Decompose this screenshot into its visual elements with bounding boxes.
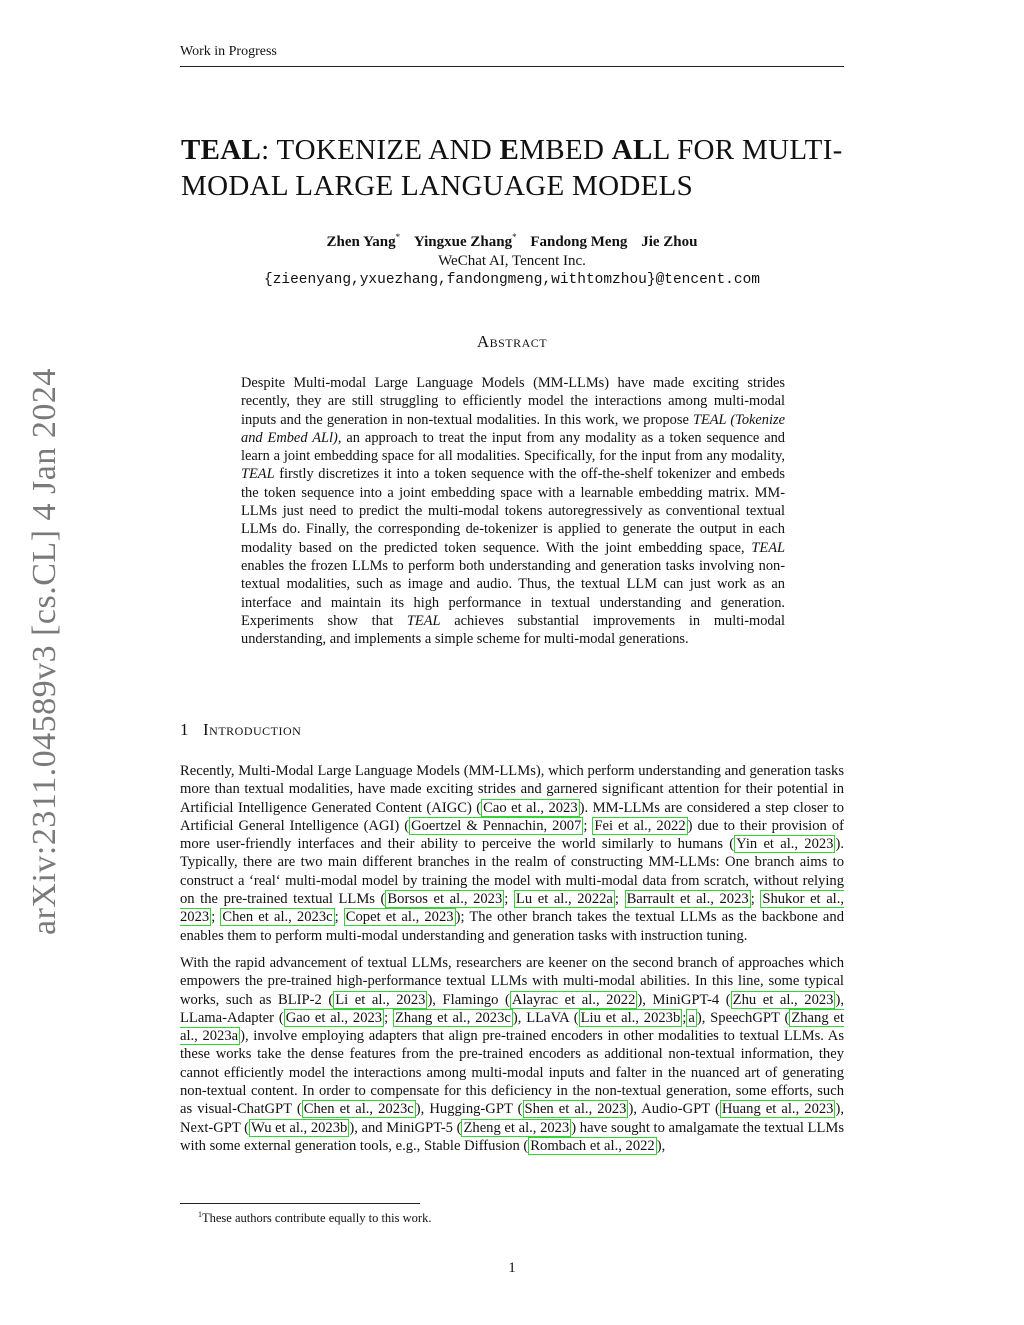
header-rule bbox=[180, 66, 844, 67]
citation-link[interactable]: Zheng et al., 2023 bbox=[463, 1119, 570, 1136]
citation-link[interactable]: Copet et al., 2023 bbox=[345, 909, 454, 926]
citation-link[interactable]: Zhu et al., 2023 bbox=[732, 991, 834, 1008]
running-header: Work in Progress bbox=[180, 44, 277, 59]
abstract-text: Despite Multi-modal Large Language Models (MM-LLMs) have made exciting strides recently, they are still struggling to efficiently model the interactions among multi-modal inputs and the generation in non-textual modalities. In this work, we propose TEAL (Tokenize and Embed ALl), an approach to treat the input from any modality as a token sequence and learn a joint embedding space for all modalities. Specifically, for the input from any modality, TEAL firstly discretizes it into a token sequence with the off-the-shelf tokenizer and embeds the token sequence into a joint embedding space with a learnable embedding matrix. MM-LLMs just need to predict the multi-modal tokens autoregressively as conventional textual LLMs do. Finally, the corresponding de-tokenizer is applied to generate the output in each modality based on the predicted token sequence. With the joint embedding space, TEAL enables the frozen LLMs to perform both understanding and generation tasks involving non-textual modalities, such as image and audio. Thus, the textual LLM can just work as an interface and maintain its high performance in textual understanding and generation. Experiments show that TEAL achieves substantial improvements in multi-modal understanding, and implements a simple scheme for multi-modal generations. bbox=[241, 375, 785, 648]
author-name: Fandong Meng bbox=[530, 234, 628, 250]
introduction-body bbox=[180, 762, 844, 1164]
author-name: Yingxue Zhang* bbox=[413, 232, 517, 250]
citation-link[interactable]: Liu et al., 2023b bbox=[580, 1009, 681, 1026]
author-names bbox=[180, 228, 844, 252]
paragraph: With the rapid advancement of textual LLMs, researchers are keener on the second branch of approaches which empowers the pre-trained high-performance textual LLMs with multi-modal abilities. In this line, some typical works, such as BLIP-2 ( Li et al., 2023 ), Flamingo ( Alayrac et al., 2022 ), MiniGPT-4 ( Zhu et al., 2023 ), LLama-Adapter ( Gao et al., 2023 ; Zhang et al., 2023c ), LLaVA ( Liu et al., 2023b ; a ), SpeechGPT ( Zhang et al., 2023a ), involve employing adapters that align pre-trained encoders in other modalities to textual LLMs. As these works take the dense features from the pre-trained encoders as additional non-textual information, they cannot efficiently model the interactions among multi-modal inputs and falter in the nuanced art of generating non-textual content. In order to compensate for this deficiency in the non-textual generation, some efforts, such as visual-ChatGPT ( Chen et al., 2023c ), Hugging-GPT ( Shen et al., 2023 ), Audio-GPT ( Huang et al., 2023 ), Next-GPT ( Wu et al., 2023b ), and MiniGPT-5 ( Zheng et al., 2023 ) have sought to amalgamate the textual LLMs with some external generation tools, e.g., Stable Diffusion ( Rombach et al., 2022 ), bbox=[180, 954, 845, 1154]
footnote-rule bbox=[180, 1203, 420, 1204]
citation-link[interactable]: Shukor et al., 2023 bbox=[180, 891, 845, 926]
title-line-2: MODAL LARGE LANGUAGE MODELS bbox=[181, 170, 694, 202]
citation-link[interactable]: Lu et al., 2022a bbox=[515, 891, 613, 908]
citation-link[interactable]: Chen et al., 2023c bbox=[222, 909, 333, 926]
citation-link[interactable]: Huang et al., 2023 bbox=[721, 1101, 834, 1118]
citation-link[interactable]: a bbox=[688, 1009, 695, 1026]
citation-link[interactable]: Yin et al., 2023 bbox=[736, 836, 834, 853]
footnote: $^1$These authors contribute equally to this work. bbox=[198, 1210, 432, 1226]
arxiv-stamp: arXiv:2311.04589v3 [cs.CL] 4 Jan 2024 bbox=[26, 368, 63, 935]
page-number: 1 bbox=[508, 1260, 516, 1276]
author-block bbox=[180, 228, 844, 290]
affiliation: WeChat AI, Tencent Inc. bbox=[438, 253, 586, 269]
citation-link[interactable]: Alayrac et al., 2022 bbox=[511, 991, 636, 1008]
citation-link[interactable]: Goertzel & Pennachin, 2007 bbox=[411, 817, 582, 834]
title-teal: TEAL bbox=[181, 134, 262, 166]
abstract-heading: Abstract bbox=[476, 332, 548, 351]
citation-link[interactable]: Li et al., 2023 bbox=[335, 991, 426, 1008]
citation-link[interactable]: Borsos et al., 2023 bbox=[387, 891, 503, 908]
citation-link[interactable]: Cao et al., 2023 bbox=[483, 799, 578, 816]
citation-link[interactable]: Fei et al., 2022 bbox=[594, 817, 686, 834]
citation-link[interactable]: Shen et al., 2023 bbox=[524, 1101, 627, 1118]
citation-link[interactable]: Wu et al., 2023b bbox=[251, 1119, 348, 1136]
author-emails: {zieenyang,yxuezhang,fandongmeng,withtomzhou}@tencent.com bbox=[264, 272, 760, 288]
citation-link[interactable]: Zhang et al., 2023a bbox=[180, 1009, 845, 1045]
author-name: Jie Zhou bbox=[641, 234, 698, 250]
citation-link[interactable]: Barrault et al., 2023 bbox=[626, 891, 749, 908]
author-name: Zhen Yang* bbox=[326, 232, 401, 250]
citation-link[interactable]: Gao et al., 2023 bbox=[285, 1009, 383, 1026]
paper-title: TEAL: TOKENIZE AND EMBED ALL FOR MULTI- MODAL LARGE LANGUAGE MODELS bbox=[181, 134, 843, 202]
citation-link[interactable]: Zhang et al., 2023c bbox=[395, 1009, 511, 1026]
paragraph: Recently, Multi-Modal Large Language Models (MM-LLMs), which perform understanding and generation tasks more than textual modalities, have made exciting strides and garnered significant attention for their potential in Artificial Intelligence Generated Content (AIGC) ( Cao et al., 2023 ). MM-LLMs are considered a step closer to Artificial General Intelligence (AGI) ( Goertzel & Pennachin, 2007 ; Fei et al., 2022 ) due to their provision of more user-friendly interfaces and their ability to perceive the world similarly to humans ( Yin et al., 2023 ). Typically, there are two main different branches in the realm of constructing MM-LLMs: One branch aims to construct a ‘real‘ multi-modal model by training the model with multi-modal data from scratch, without relying on the pre-trained textual LLMs ( Borsos et al., 2023 ; Lu et al., 2022a ; Barrault et al., 2023 ; Shukor et al., 2023 ; Chen et al., 2023c ; Copet et al., 2023 ); The other branch takes the textual LLMs as the backbone and enables them to perform multi-modal understanding and generation tasks with instruction tuning. bbox=[180, 763, 845, 944]
section-heading-introduction: 1 Introduction bbox=[180, 720, 302, 739]
citation-link[interactable]: Rombach et al., 2022 bbox=[530, 1137, 655, 1154]
citation-link[interactable]: Chen et al., 2023c bbox=[303, 1101, 414, 1118]
